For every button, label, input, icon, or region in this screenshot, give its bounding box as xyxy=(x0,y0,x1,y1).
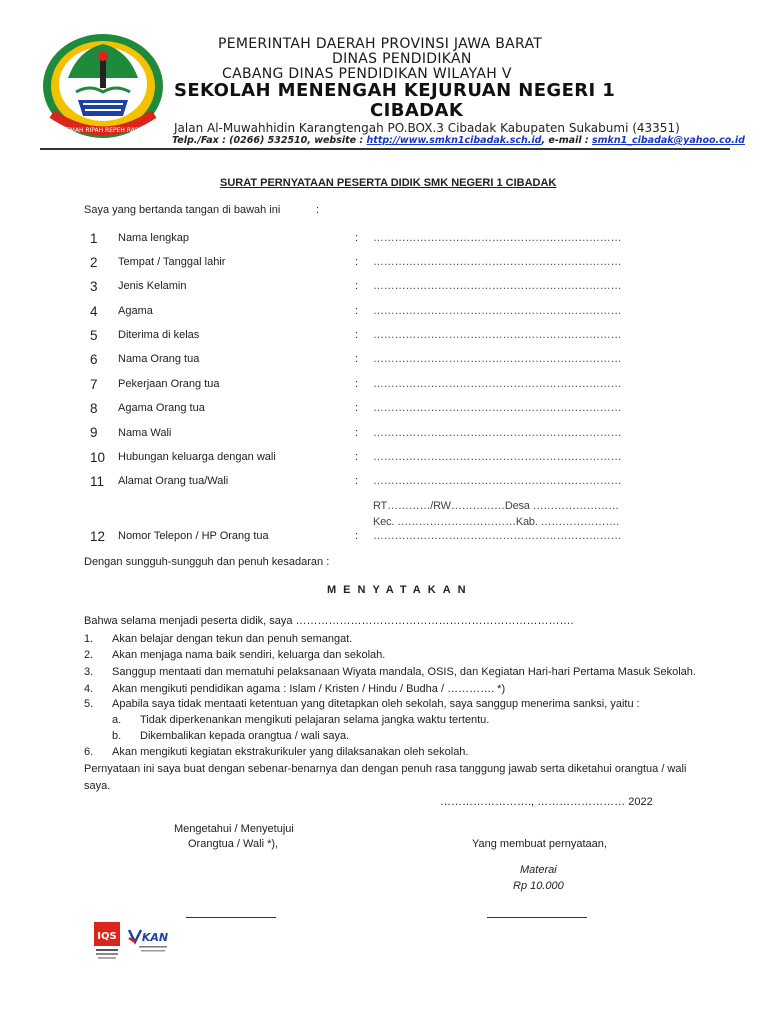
iqs-logo-text: IQS xyxy=(97,931,117,942)
field-colon: : xyxy=(355,427,359,439)
sub-item-text: Tidak diperkenankan mengikuti pelajaran selama jangka waktu tertentu. xyxy=(140,714,490,726)
field-blank[interactable]: …………………………………………………………… xyxy=(373,232,622,244)
contact-phone: Telp./Fax : (0266) 532510, website : xyxy=(172,135,367,146)
item-number: 1. xyxy=(84,633,94,645)
kan-logo-text: KAN xyxy=(141,931,169,944)
field-blank[interactable]: …………………………………………………………… xyxy=(373,427,622,439)
closing-statement-line1: Pernyataan ini saya buat dengan sebenar-benarnya dan dengan penuh rasa tanggung jawab serta diketahui orangtua / wali xyxy=(84,763,687,775)
student-signer-label: Yang membuat pernyataan, xyxy=(472,838,607,850)
field-label: Tempat / Tanggal lahir xyxy=(118,256,226,268)
field-number: 12 xyxy=(90,529,106,544)
sub-item-letter: a. xyxy=(112,714,122,726)
form-title: SURAT PERNYATAAN PESERTA DIDIK SMK NEGERI 1 CIBADAK xyxy=(220,177,557,189)
field-blank[interactable]: …………………………………………………………… xyxy=(373,402,622,414)
field-label: Diterima di kelas xyxy=(118,329,200,341)
stamp-duty-amount: Rp 10.000 xyxy=(513,880,564,892)
header-line-province: PEMERINTAH DAERAH PROVINSI JAWA BARAT xyxy=(218,36,543,52)
field-colon: : xyxy=(355,402,359,414)
header-line-office: DINAS PENDIDIKAN xyxy=(332,51,472,67)
stamp-duty-label: Materai xyxy=(520,864,557,876)
item-text: Akan belajar dengan tekun dan penuh semangat. xyxy=(112,633,353,645)
parent-approval-label: Mengetahui / Menyetujui xyxy=(174,823,294,835)
address-rt-rw-desa[interactable]: RT…………/RW……………Desa …………………… xyxy=(373,500,619,512)
header-line-branch: CABANG DINAS PENDIDIKAN WILAYAH V xyxy=(222,66,512,82)
item-number: 3. xyxy=(84,666,94,678)
item-text: Akan menjaga nama baik sendiri, keluarga dan sekolah. xyxy=(112,649,386,661)
student-signature-line[interactable] xyxy=(487,917,587,918)
sub-item-letter: b. xyxy=(112,730,122,742)
field-number: 6 xyxy=(90,352,98,367)
field-number: 9 xyxy=(90,425,98,440)
field-label: Nama lengkap xyxy=(118,232,189,244)
field-colon: : xyxy=(355,329,359,341)
address-kec-kab[interactable]: Kec. ……………………………Kab. …………………. xyxy=(373,516,620,528)
intro-colon: : xyxy=(316,204,320,216)
field-colon: : xyxy=(355,305,359,317)
item-text: Akan mengikuti pendidikan agama : Islam / Kristen / Hindu / Budha / …………. *) xyxy=(112,683,506,695)
field-label: Pekerjaan Orang tua xyxy=(118,378,220,390)
field-number: 4 xyxy=(90,304,98,319)
sub-item-text: Dikembalikan kepada orangtua / wali saya. xyxy=(140,730,350,742)
province-emblem-logo xyxy=(38,30,168,142)
field-blank[interactable]: …………………………………………………………… xyxy=(373,530,622,542)
field-blank[interactable]: …………………………………………………………… xyxy=(373,451,622,463)
field-colon: : xyxy=(355,256,359,268)
field-colon: : xyxy=(355,530,359,542)
place-date-line: ……………………., …………………… 2022 xyxy=(440,796,653,808)
field-blank[interactable]: …………………………………………………………… xyxy=(373,280,622,292)
emblem-motto: GEMAH RIPAH REPEH RAPIH xyxy=(61,127,145,134)
field-blank[interactable]: …………………………………………………………… xyxy=(373,305,622,317)
item-text: Sanggup mentaati dan mematuhi pelaksanaan Wiyata mandala, OSIS, dan Kegiatan Hari-hari Pertama Masuk Sekolah. xyxy=(112,666,696,678)
consciousness-line: Dengan sungguh-sungguh dan penuh kesadaran : xyxy=(84,556,330,568)
field-colon: : xyxy=(355,378,359,390)
closing-statement-line2: saya. xyxy=(84,780,111,792)
field-label: Nama Orang tua xyxy=(118,353,200,365)
school-name-line1: SEKOLAH MENENGAH KEJURUAN NEGERI 1 xyxy=(174,80,616,101)
declaration-heading: MENYATAKAN xyxy=(327,584,473,596)
field-blank[interactable]: …………………………………………………………… xyxy=(373,475,622,487)
field-number: 3 xyxy=(90,279,98,294)
field-colon: : xyxy=(355,475,359,487)
field-colon: : xyxy=(355,232,359,244)
field-label: Jenis Kelamin xyxy=(118,280,187,292)
field-label: Agama Orang tua xyxy=(118,402,205,414)
letterhead-divider xyxy=(40,148,730,150)
website-link[interactable]: http://www.smkn1cibadak.sch.id xyxy=(366,135,542,146)
item-text: Apabila saya tidak mentaati ketentuan yang ditetapkan oleh sekolah, saya sanggup menerima sanksi, yaitu : xyxy=(112,698,640,710)
field-blank[interactable]: …………………………………………………………… xyxy=(373,256,622,268)
field-label: Hubungan keluarga dengan wali xyxy=(118,451,276,463)
field-colon: : xyxy=(355,353,359,365)
item-text: Akan mengikuti kegiatan ekstrakurikuler yang dilaksanakan oleh sekolah. xyxy=(112,746,469,758)
field-number: 11 xyxy=(90,474,105,489)
statement-intro: Bahwa selama menjadi peserta didik, saya …………………………………………………………………. xyxy=(84,615,574,627)
item-number: 4. xyxy=(84,683,94,695)
kan-accreditation-logo xyxy=(127,926,171,956)
field-label: Agama xyxy=(118,305,153,317)
field-colon: : xyxy=(355,280,359,292)
field-number: 8 xyxy=(90,401,98,416)
contact-mid: , e-mail : xyxy=(541,135,592,146)
parent-signature-line[interactable] xyxy=(186,917,276,918)
field-blank[interactable]: …………………………………………………………… xyxy=(373,378,622,390)
school-contact xyxy=(172,135,745,146)
item-number: 2. xyxy=(84,649,94,661)
school-name-line2: CIBADAK xyxy=(370,100,464,121)
field-blank[interactable]: …………………………………………………………… xyxy=(373,329,622,341)
field-number: 1 xyxy=(90,231,98,246)
field-number: 2 xyxy=(90,255,98,270)
email-link[interactable]: smkn1_cibadak@yahoo.co.id xyxy=(592,135,745,146)
iqs-certification-logo xyxy=(94,922,120,960)
field-label: Nama Wali xyxy=(118,427,172,439)
item-number: 5. xyxy=(84,698,94,710)
field-label: Nomor Telepon / HP Orang tua xyxy=(118,530,269,542)
field-number: 10 xyxy=(90,450,106,465)
item-number: 6. xyxy=(84,746,94,758)
school-address: Jalan Al-Muwahhidin Karangtengah PO.BOX.3 Cibadak Kabupaten Sukabumi (43351) xyxy=(174,121,680,135)
field-blank[interactable]: …………………………………………………………… xyxy=(373,353,622,365)
field-label: Alamat Orang tua/Wali xyxy=(118,475,229,487)
field-number: 7 xyxy=(90,377,98,392)
field-number: 5 xyxy=(90,328,98,343)
field-colon: : xyxy=(355,451,359,463)
parent-guardian-label: Orangtua / Wali *), xyxy=(188,838,279,850)
intro-text: Saya yang bertanda tangan di bawah ini xyxy=(84,204,281,216)
